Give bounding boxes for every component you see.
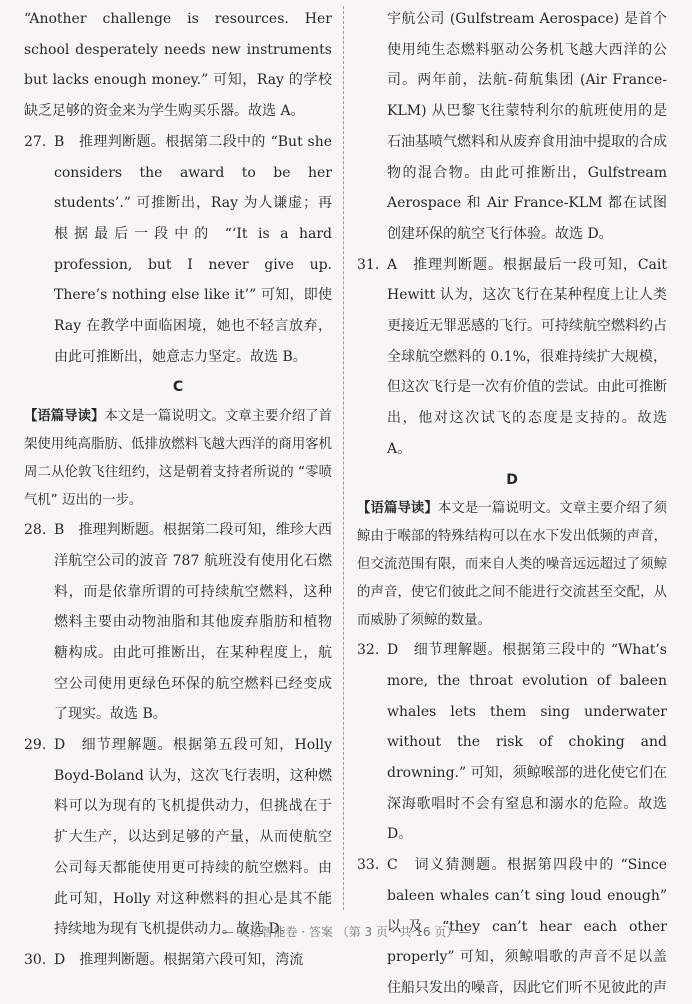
item-number: 27. — [24, 133, 47, 150]
item-text: C 词义猜测题。根据第四段中的 “Since baleen whales can’t sing loud enough” 以及 “they can’t hear each other properly” 可知，须鲸唱歌的声音不足以盖住船只发出的噪音，因此它们听不见彼此的声 — [387, 857, 667, 996]
q26-continuation: “Another challenge is resources. Her school desperately needs new instruments but lacks enough money.” 可知，Ray 的学校缺乏足够的资金来为学生购买乐器。故选 A。 — [24, 11, 332, 120]
section-heading-d: D — [506, 471, 518, 488]
item-number: 32. — [357, 642, 380, 659]
section-heading-c: C — [172, 379, 184, 396]
item-number: 30. — [24, 951, 47, 968]
item-text: D 推理判断题。根据第六段可知，湾流 — [54, 951, 304, 968]
item-text: D 细节理解题。根据第三段中的 “What’s more, the throat evolution of baleen whales lets them sing underwater without the risk of choking and drowning.” 可知，须鲸喉部的进化使它们在深海歌唱时不会有窒息和溺水的危险。故选 D。 — [387, 642, 667, 843]
guide-tag: 【语篇导读】 — [357, 501, 438, 517]
q30-continuation: 宇航公司 (Gulfstream Aerospace) 是首个使用纯生态燃料驱动公务机飞越大西洋的公司。两年前，法航-荷航集团 (Air France-KLM) 从巴黎飞往蒙特利尔的航班使用的是石油基喷气燃料和从废弃食用油中提取的合成物的混合物。由此可推断出，Gulfstream Aerospace 和 Air France-KLM 都在试图创建环保的航空飞行体验。故选 D。 — [387, 11, 667, 242]
answer-item-30 — [24, 945, 332, 976]
page-footer: — 英语智能卷 · 答案 （第 3 页 · 共 16 页）— — [221, 925, 471, 940]
answer-item-31 — [357, 250, 667, 465]
guide-tag: 【语篇导读】 — [24, 409, 105, 425]
reading-guide-c — [24, 403, 332, 515]
item-text: B 推理判断题。根据第二段中的 “But she considers the award to be her students’.” 可推断出，Ray 为人谦虚；再根据最后一段中的 “‘It is a hard profession, but I never give up. There’s nothing else like it’” 可知，即使 Ray 在教学中面临困境，她也不轻言放弃，由此可推断出，她意志力坚定。故选 B。 — [54, 133, 332, 365]
right-column — [357, 4, 667, 1004]
item-number: 29. — [24, 737, 47, 754]
answer-item-32 — [357, 635, 667, 850]
guide-text: 本文是一篇说明文。文章主要介绍了首架使用纯高脂肪、低排放燃料飞越大西洋的商用客机周二从伦敦飞往纽约，这是朝着支持者所说的 “零喷气机” 迈出的一步。 — [24, 409, 333, 509]
item-text: D 细节理解题。根据第五段可知，Holly Boyd-Boland 认为，这次飞行表明，这种燃料可以为现有的飞机提供动力，但挑战在于扩大生产，以达到足够的产量，从而使航空公司每天都能使用更可持续的航空燃料。由此可知，Holly 对这种燃料的担心是其不能持续地为现有飞机提供动力。故选 D。 — [54, 737, 332, 938]
left-column — [24, 4, 332, 976]
column-divider — [343, 6, 344, 910]
item-text: A 推理判断题。根据最后一段可知，Cait Hewitt 认为，这次飞行在某种程度上让人类更接近无罪恶感的飞行。可持续航空燃料约占全球航空燃料的 0.1%，很难持续扩大规模，但这次飞行是一次有价值的尝试。由此可推断出，他对这次试飞的态度是支持的。故选 A。 — [387, 256, 667, 457]
item-number: 28. — [24, 522, 47, 539]
item-number: 33. — [357, 857, 380, 874]
item-number: 31. — [357, 256, 380, 273]
reading-guide-d — [357, 495, 667, 635]
answer-item-28 — [24, 515, 332, 730]
item-text: B 推理判断题。根据第二段可知，维珍大西洋航空公司的波音 787 航班没有使用化石燃料，而是依靠所谓的可持续航空燃料，这种燃料主要由动物油脂和其他废弃脂肪和植物糖构成。由此可推断出，在某种程度上，航空公司使用更绿色环保的航空燃料已经变成了现实。故选 B。 — [54, 522, 332, 723]
answer-item-27 — [24, 127, 332, 373]
guide-text: 本文是一篇说明文。文章主要介绍了须鲸由于喉部的特殊结构可以在水下发出低频的声音，但交流范围有限，而来自人类的噪音远远超过了须鲸的声音，使它们彼此之间不能进行交流甚至交配，从而威胁了须鲸的数量。 — [357, 501, 668, 629]
answer-item-29 — [24, 730, 332, 945]
